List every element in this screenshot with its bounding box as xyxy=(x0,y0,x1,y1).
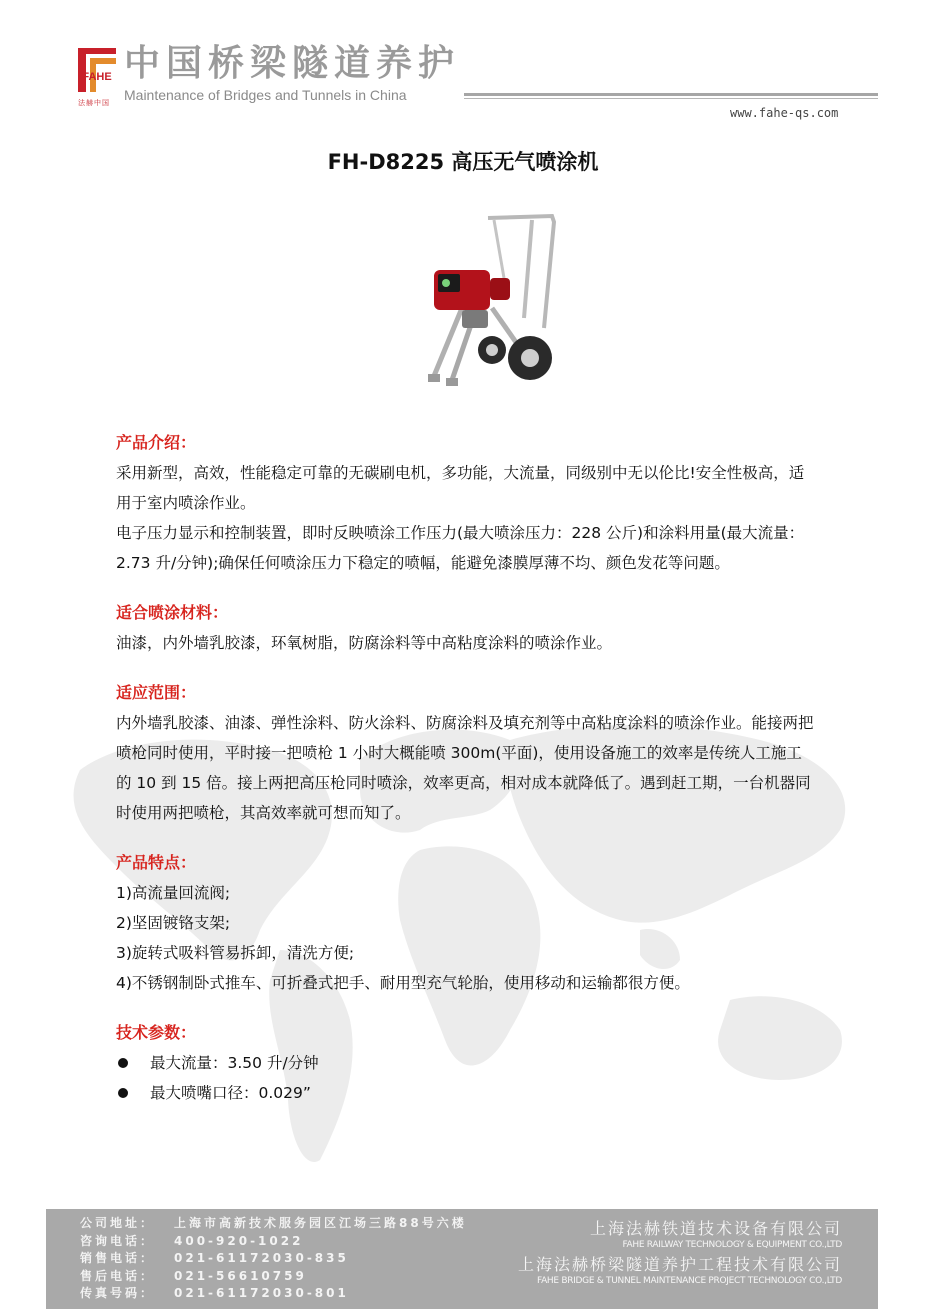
spec-item xyxy=(116,1078,816,1108)
materials-paragraph: 油漆，内外墙乳胶漆，环氧树脂，防腐涂料等中高粘度涂料的喷涂作业。 xyxy=(116,634,613,652)
contact-label: 公司地址： xyxy=(80,1216,156,1230)
company-1-english: FAHE RAILWAY TECHNOLOGY & EQUIPMENT CO.,LTD xyxy=(622,1240,842,1250)
website-link[interactable]: www.fahe-qs.com xyxy=(730,106,839,120)
contact-row-fax xyxy=(80,1285,467,1303)
logo-text: FAHE xyxy=(82,71,112,83)
company-2-english: FAHE BRIDGE & TUNNEL MAINTENANCE PROJECT TECHNOLOGY CO.,LTD xyxy=(537,1276,842,1286)
scope-paragraph: 内外墙乳胶漆、油漆、弹性涂料、防火涂料、防腐涂料及填充剂等中高粘度涂料的喷涂作业。能接两把喷枪同时使用，平时接一把喷枪 1 小时大概能喷 300m(平面)，使用设备施工的效率是传统人工施工的 10 到 15 倍。接上两把高压枪同时喷涂，效率更高，相对成本就降低了。遇到赶工期，一台机器同时使用两把喷枪，其高效率就可想而知了。 xyxy=(116,714,814,822)
fahe-logo-mark xyxy=(76,44,118,102)
header-rule xyxy=(464,93,878,96)
footer-contacts xyxy=(80,1215,467,1303)
airless-sprayer-image xyxy=(412,208,562,403)
specs-heading: 技术参数： xyxy=(116,1023,197,1042)
logo-subtext: 法赫中国 xyxy=(78,99,110,107)
intro-paragraph-2: 电子压力显示和控制装置，即时反映喷涂工作压力(最大喷涂压力：228 公斤)和涂料用量(最大流量：2.73 升/分钟);确保任何喷涂压力下稳定的喷幅，能避免漆膜厚薄不均、颜色发花等问题。 xyxy=(116,524,805,572)
bullet-dot-icon xyxy=(118,1088,128,1098)
intro-paragraph-1: 采用新型，高效，性能稳定可靠的无碳刷电机，多功能，大流量，同级别中无以伦比!安全性极高，适用于室内喷涂作业。 xyxy=(116,464,805,512)
features-heading: 产品特点： xyxy=(116,853,197,872)
document-body xyxy=(116,428,816,1108)
scope-heading: 适应范围： xyxy=(116,683,197,702)
contact-value: 021-61172030-801 xyxy=(174,1286,349,1300)
contact-label: 销售电话： xyxy=(80,1251,156,1265)
footer-companies xyxy=(518,1219,842,1291)
feature-item: 4)不锈钢制卧式推车、可折叠式把手、耐用型充气轮胎，使用移动和运输都很方便。 xyxy=(116,974,690,992)
document-title: FH-D8225 高压无气喷涂机 xyxy=(327,150,599,174)
contact-label: 咨询电话： xyxy=(80,1233,156,1248)
contact-label: 传真号码： xyxy=(80,1286,156,1300)
company-1-chinese: 上海法赫铁道技术设备有限公司 xyxy=(589,1219,842,1238)
company-2-chinese: 上海法赫桥梁隧道养护工程技术有限公司 xyxy=(517,1255,842,1274)
contact-row-address xyxy=(80,1215,467,1233)
contact-value: 021-61172030-835 xyxy=(174,1251,349,1265)
feature-item: 2)坚固镀铬支架; xyxy=(116,914,231,932)
spec-text: 最大流量：3.50 升/分钟 xyxy=(150,1054,319,1072)
contact-value: 400-920-1022 xyxy=(174,1233,304,1248)
spec-item xyxy=(116,1048,816,1078)
feature-item: 1)高流量回流阀; xyxy=(116,884,231,902)
contact-label: 售后电话： xyxy=(80,1268,156,1283)
contact-row-service xyxy=(80,1268,467,1286)
spec-text: 最大喷嘴口径：0.029” xyxy=(150,1084,311,1102)
contact-value: 021-56610759 xyxy=(174,1268,307,1283)
feature-item: 3)旋转式吸料管易拆卸，清洗方便; xyxy=(116,944,355,962)
intro-heading: 产品介绍： xyxy=(116,433,197,452)
contact-value: 上海市高新技术服务园区江场三路88号六楼 xyxy=(174,1216,467,1230)
contact-row-sales xyxy=(80,1250,467,1268)
materials-heading: 适合喷涂材料： xyxy=(116,603,229,622)
footer-bar xyxy=(46,1209,878,1309)
brand-english-name: Maintenance of Bridges and Tunnels in China xyxy=(124,87,407,103)
contact-row-consult xyxy=(80,1233,467,1251)
brand-chinese-name: 中国桥梁隧道养护 xyxy=(124,43,461,84)
bullet-dot-icon xyxy=(118,1058,128,1068)
header-rule-thin xyxy=(464,98,878,99)
